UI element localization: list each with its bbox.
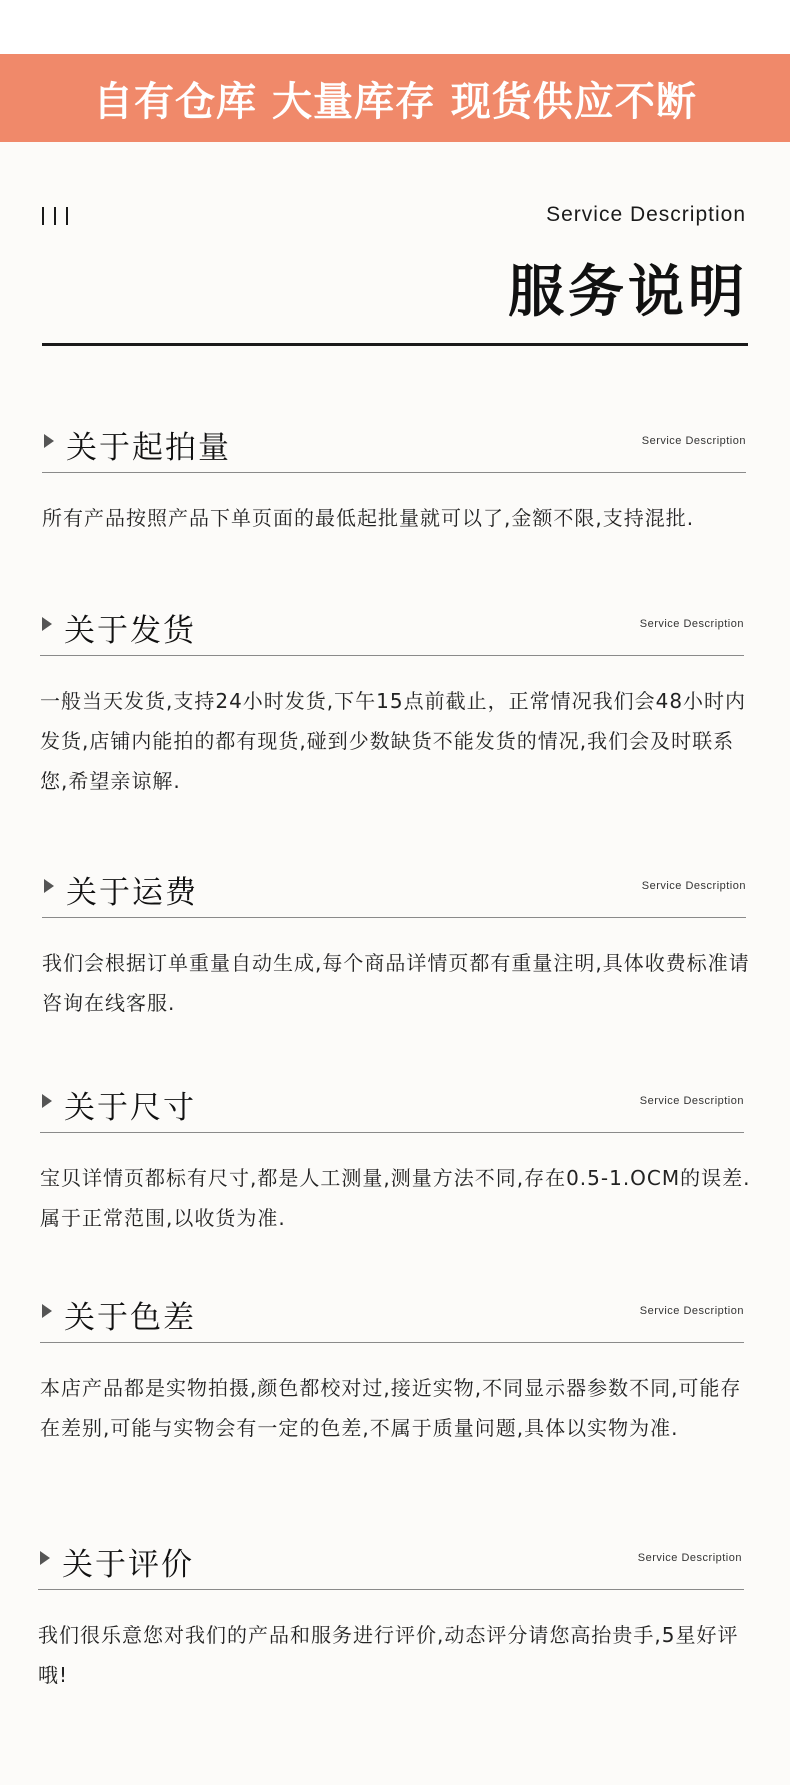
header-divider bbox=[42, 343, 748, 346]
section-divider bbox=[42, 472, 746, 473]
section-subtitle: Service Description bbox=[639, 1305, 744, 1317]
section-title: 关于发货 bbox=[64, 613, 196, 649]
top-spacer bbox=[0, 0, 790, 54]
triangle-right-icon bbox=[44, 879, 54, 893]
header-subtitle: Service Description bbox=[546, 203, 746, 226]
header-mark bbox=[42, 207, 44, 225]
section-subtitle: Service Description bbox=[641, 880, 746, 892]
section-subtitle: Service Description bbox=[639, 1095, 744, 1107]
section-title: 关于评价 bbox=[62, 1547, 194, 1583]
section-subtitle: Service Description bbox=[637, 1552, 742, 1564]
section-header bbox=[0, 863, 790, 913]
section-header bbox=[0, 601, 790, 651]
banner-text: 自有仓库 大量库存 现货供应不断 bbox=[93, 78, 697, 125]
promo-banner bbox=[0, 54, 790, 142]
section-header bbox=[0, 1288, 790, 1338]
triangle-right-icon bbox=[42, 1094, 52, 1108]
section-body: 我们很乐意您对我们的产品和服务进行评价,动态评分请您高抬贵手,5星好评哦! bbox=[38, 1623, 739, 1687]
section-subtitle: Service Description bbox=[641, 435, 746, 447]
section-header bbox=[0, 418, 790, 468]
header-mark bbox=[66, 207, 68, 225]
section-divider bbox=[38, 1589, 744, 1590]
section-body: 我们会根据订单重量自动生成,每个商品详情页都有重量注明,具体收费标准请咨询在线客服. bbox=[42, 951, 750, 1015]
header-mark bbox=[54, 207, 56, 225]
section-subtitle: Service Description bbox=[639, 618, 744, 630]
page-title: 服务说明 bbox=[508, 260, 748, 325]
header-marks bbox=[42, 207, 68, 225]
section-header bbox=[0, 1535, 790, 1585]
triangle-right-icon bbox=[42, 1304, 52, 1318]
section-title: 关于色差 bbox=[64, 1300, 196, 1336]
section-body: 一般当天发货,支持24小时发货,下午15点前截止，正常情况我们会48小时内发货,店铺内能拍的都有现货,碰到少数缺货不能发货的情况,我们会及时联系您,希望亲谅解. bbox=[40, 689, 747, 793]
section-divider bbox=[40, 1342, 744, 1343]
section-body: 所有产品按照产品下单页面的最低起批量就可以了,金额不限,支持混批. bbox=[42, 506, 695, 530]
section-title: 关于起拍量 bbox=[66, 430, 231, 466]
triangle-right-icon bbox=[44, 434, 54, 448]
section-title: 关于尺寸 bbox=[64, 1090, 196, 1126]
section-divider bbox=[40, 1132, 744, 1133]
section-header bbox=[0, 1078, 790, 1128]
section-body: 本店产品都是实物拍摄,颜色都校对过,接近实物,不同显示器参数不同,可能存在差别,可能与实物会有一定的色差,不属于质量问题,具体以实物为准. bbox=[40, 1376, 742, 1440]
section-divider bbox=[42, 917, 746, 918]
section-title: 关于运费 bbox=[66, 875, 198, 911]
triangle-right-icon bbox=[42, 617, 52, 631]
triangle-right-icon bbox=[40, 1551, 50, 1565]
section-body: 宝贝详情页都标有尺寸,都是人工测量,测量方法不同,存在0.5-1.OCM的误差.属于正常范围,以收货为准. bbox=[40, 1166, 751, 1230]
section-divider bbox=[40, 655, 744, 656]
